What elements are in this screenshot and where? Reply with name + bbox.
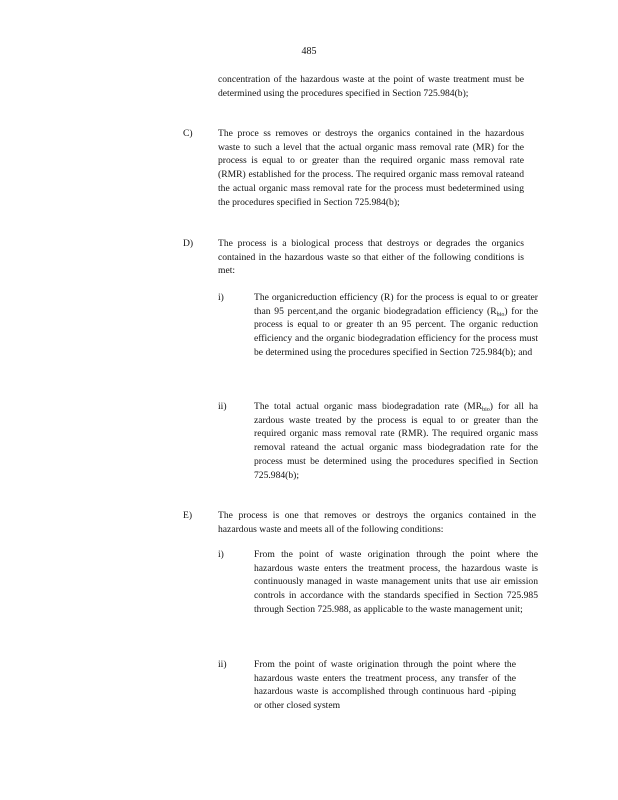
item-d-ii-label: ii) — [218, 401, 227, 412]
item-e-ii-text: From the point of waste origination through the point where the hazardous waste enters the treatment process, any transfer of the hazardous waste is accomplished through continuous hard -piping or other closed system — [254, 659, 516, 712]
item-d-i-text-a: The organicreduction efficiency (R) for the process is equal to or greater than 95 percent,and the organic biodegradation efficiency (R — [254, 292, 538, 317]
item-d-ii-text-a: The total actual organic mass biodegradation rate (MR — [254, 401, 483, 412]
item-d-ii-text — [254, 400, 538, 482]
item-d-i-text-b: ) for the process is equal to or greater th an 95 percent. The organic reduction efficiency and the organic biodegradation efficiency for the process must be determined using the procedures specified in Section 725.984(b); and — [254, 305, 538, 358]
item-e-label: E) — [183, 510, 193, 521]
page-number: 485 — [301, 46, 317, 57]
item-e-i-label: i) — [218, 549, 224, 560]
item-d-i-subscript: bio — [496, 311, 505, 318]
item-d-ii-text-b: ) for all ha zardous waste treated by the process is equal to or greater than the required organic mass removal rate (RMR). The required organic mass removal rateand the actual organic mass biodegradation rate for the process must be determined using the procedures specified in Section 725.984(b); — [254, 401, 539, 481]
item-d-i-text — [254, 291, 538, 360]
item-d-ii-subscript: bio — [482, 407, 490, 413]
item-c-label: C) — [183, 128, 193, 139]
item-e-i-text: From the point of waste origination through the point where the hazardous waste enters the treatment process, the hazardous waste is continuously managed in waste management units that use air emission controls in accordance with the standards specified in Section 725.985 through Section 725.988, as applicable to the waste management unit; — [254, 549, 538, 615]
item-c-text: The proce ss removes or destroys the organics contained in the hazardous waste to such a level that the actual organic mass removal rate (MR) for the process is equal to or greater than the required organic mass removal rate (RMR) established for the process. The required organic mass removal rateand the actual organic mass removal rate for the process must bedetermined using the procedures specified in Section 725.984(b); — [218, 128, 524, 208]
item-d-i-label: i) — [218, 292, 224, 303]
intro-paragraph: concentration of the hazardous waste at the point of waste treatment must be determined using the procedures specified in Section 725.984(b); — [218, 74, 524, 99]
item-d-text: The process is a biological process that destroys or degrades the organics contained in the hazardous waste so that either of the following conditions is met: — [218, 238, 524, 277]
item-e-text: The process is one that removes or destroys the organics contained in the hazardous waste and meets all of the following conditions: — [218, 510, 536, 535]
item-d-label: D) — [183, 238, 194, 249]
item-e-ii-label: ii) — [218, 659, 227, 670]
